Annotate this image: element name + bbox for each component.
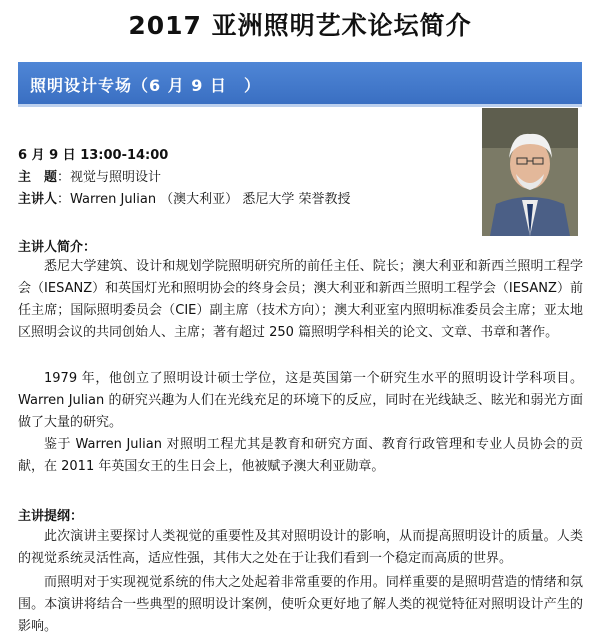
bio-paragraph-1: 悉尼大学建筑、设计和规划学院照明研究所的前任主任、院长；澳大利亚和新西兰照明工程学会（IESANZ）和英国灯光和照明协会的终身会员；澳大利亚和新西兰照明工程学会（IESANZ）前任主席；国际照明委员会（CIE）副主席（技术方向）；澳大利亚室内照明标准委员会主席；亚太地区照明会议的共同创始人、主席；著有超过 250 篇照明学科相关的论文、文章、书章和著作。	[18, 259, 583, 340]
session-topic: 主 题：视觉与照明设计	[18, 170, 162, 185]
abstract-heading: 主讲提纲：	[18, 509, 84, 524]
session-speaker: 主讲人：Warren Julian （澳大利亚） 悉尼大学 荣誉教授	[18, 192, 351, 207]
speaker-portrait-icon	[482, 108, 578, 236]
bio-paragraph-2: 1979 年，他创立了照明设计硕士学位，这是英国第一个研究生水平的照明设计学科项目。Warren Julian 的研究兴趣为人们在光线充足的环境下的反应，同时在光线缺乏、眩光和弱光方面做了大量的研究。	[18, 371, 583, 430]
abstract-paragraph-2: 而照明对于实现视觉系统的伟大之处起着非常重要的作用。同样重要的是照明营造的情绪和氛围。本演讲将结合一些典型的照明设计案例，使听众更好地了解人类的视觉特征对照明设计产生的影响。	[18, 575, 583, 634]
page-title: 2017 亚洲照明艺术论坛简介	[128, 11, 472, 40]
bio-heading: 主讲人简介：	[18, 240, 97, 255]
session-time: 6 月 9 日 13:00-14:00	[18, 148, 169, 163]
session-banner	[18, 62, 582, 107]
session-info	[18, 145, 350, 211]
session-banner-label: 照明设计专场（6 月 9 日 ）	[30, 76, 261, 95]
speaker-photo	[482, 108, 578, 236]
bio-paragraph-3: 鉴于 Warren Julian 对照明工程尤其是教育和研究方面、教育行政管理和专业人员协会的贡献，在 2011 年英国女王的生日会上，他被赋予澳大利亚勋章。	[18, 437, 583, 474]
abstract-paragraph-1: 此次演讲主要探讨人类视觉的重要性及其对照明设计的影响，从而提高照明设计的质量。人类的视觉系统灵活性高，适应性强，其伟大之处在于让我们看到一个稳定而高质的世界。	[18, 529, 583, 566]
